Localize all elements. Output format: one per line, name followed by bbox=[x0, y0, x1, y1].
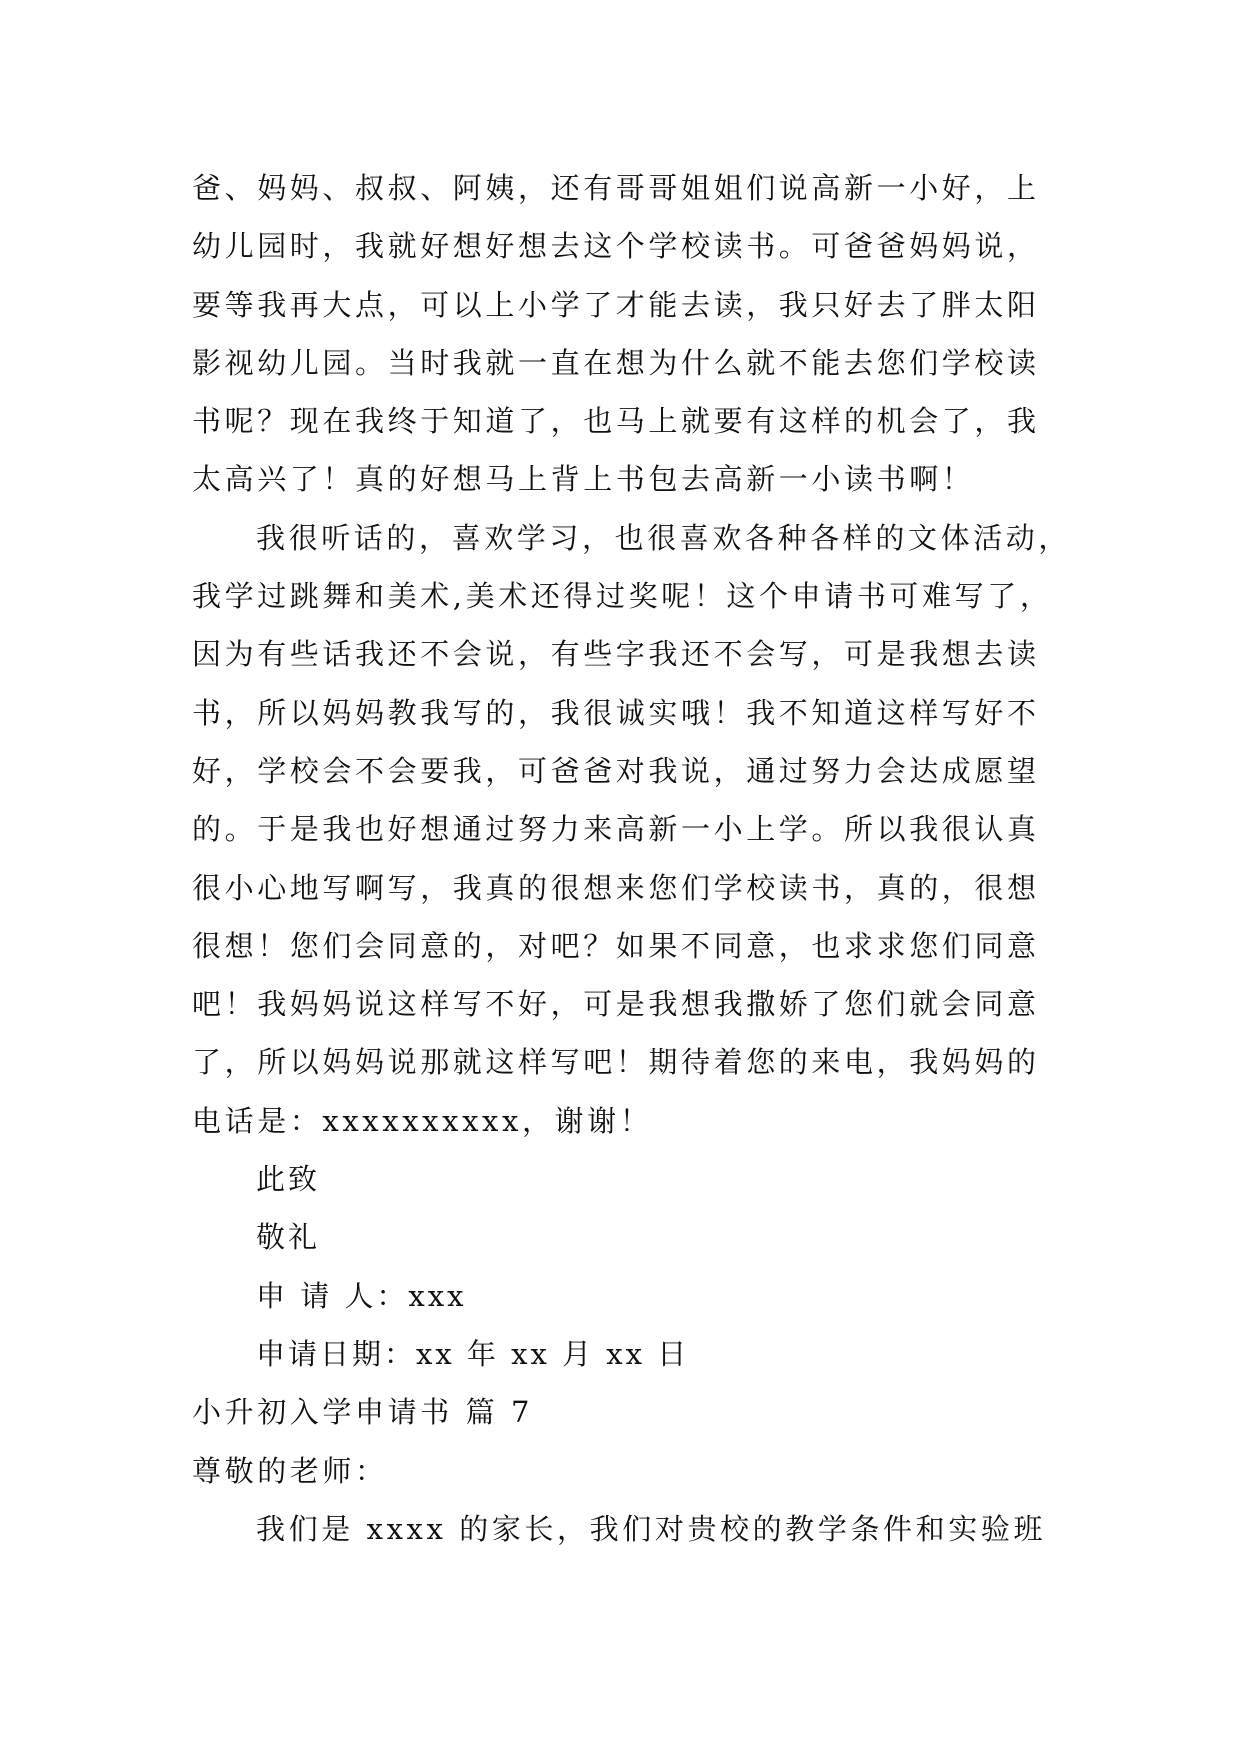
paragraph-2 bbox=[192, 509, 1072, 1150]
text-line: 我很听话的，喜欢学习，也很喜欢各种各样的文体活动， bbox=[256, 520, 1072, 555]
section-title: 小升初入学申请书 篇 7 bbox=[192, 1395, 534, 1430]
text-line: 好，学校会不会要我，可爸爸对我说，通过努力会达成愿望 bbox=[192, 753, 1040, 788]
text-line: 我们是 xxxx 的家长，我们对贵校的教学条件和实验班 bbox=[256, 1511, 1047, 1546]
text-line: 的。于是我也好想通过努力来高新一小上学。所以我很认真 bbox=[192, 812, 1040, 847]
text-line: 影视幼儿园。当时我就一直在想为什么就不能去您们学校读 bbox=[192, 345, 1040, 380]
paragraph-1 bbox=[192, 159, 1052, 509]
next-section bbox=[192, 1383, 1052, 1558]
greeting-line: 尊敬的老师： bbox=[192, 1453, 388, 1488]
application-date-line: 申请日期：xx 年 xx 月 xx 日 bbox=[256, 1336, 690, 1371]
text-line: 要等我再大点，可以上小学了才能去读，我只好去了胖太阳 bbox=[192, 287, 1040, 322]
applicant-line: 申 请 人：xxx bbox=[256, 1278, 467, 1313]
text-line: 我学过跳舞和美术,美术还得过奖呢！这个申请书可难写了， bbox=[192, 579, 1053, 614]
text-line: 爸、妈妈、叔叔、阿姨，还有哥哥姐姐们说高新一小好，上 bbox=[192, 171, 1040, 205]
closing-block bbox=[192, 1150, 1052, 1383]
text-line: 吧！我妈妈说这样写不好，可是我想我撒娇了您们就会同意 bbox=[192, 987, 1040, 1022]
salutation-jing-li: 敬礼 bbox=[256, 1220, 321, 1255]
text-line: 书呢？现在我终于知道了，也马上就要有这样的机会了，我 bbox=[192, 404, 1040, 439]
text-line: 因为有些话我还不会说，有些字我还不会写，可是我想去读 bbox=[192, 637, 1040, 672]
salutation-ci-zhi: 此致 bbox=[256, 1162, 321, 1197]
text-line: 太高兴了！真的好想马上背上书包去高新一小读书啊！ bbox=[192, 462, 975, 497]
text-line: 了，所以妈妈说那就这样写吧！期待着您的来电，我妈妈的 bbox=[192, 1045, 1040, 1080]
text-line: 书，所以妈妈教我写的，我很诚实哦！我不知道这样写好不 bbox=[192, 695, 1040, 730]
text-line: 幼儿园时，我就好想好想去这个学校读书。可爸爸妈妈说， bbox=[192, 229, 1040, 264]
text-line: 很想！您们会同意的，对吧？如果不同意，也求求您们同意 bbox=[192, 928, 1040, 963]
text-line: 很小心地写啊写，我真的很想来您们学校读书，真的，很想 bbox=[192, 870, 1040, 905]
document-page bbox=[192, 159, 1072, 1558]
text-line: 电话是：xxxxxxxxxx，谢谢！ bbox=[192, 1103, 653, 1138]
